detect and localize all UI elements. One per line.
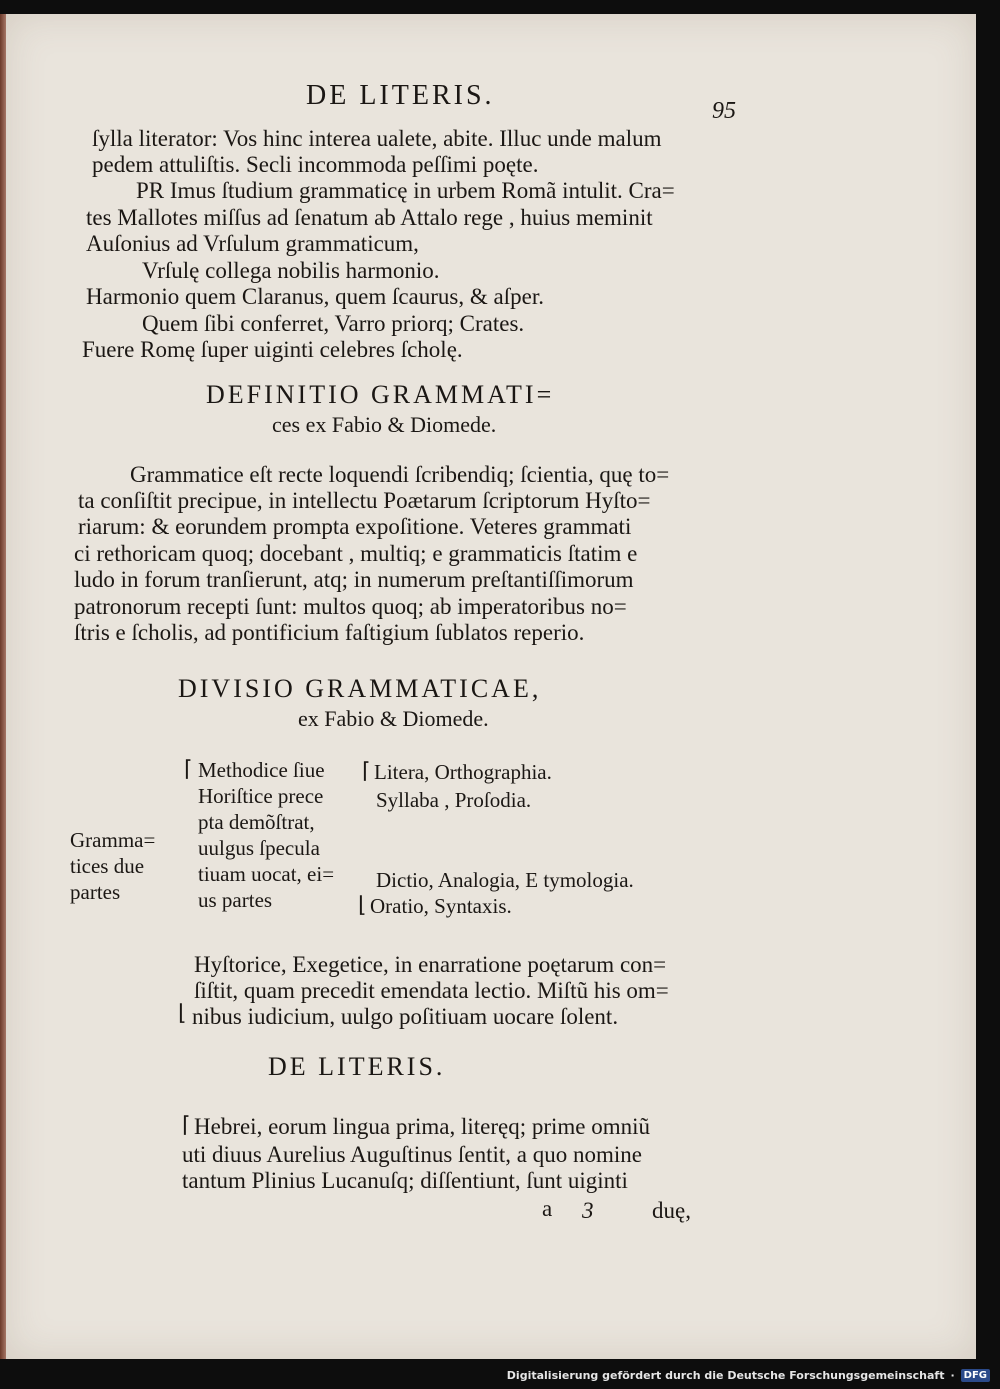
division-root-line: tices due [70, 854, 145, 878]
division-part: Litera, Orthographia. [374, 760, 552, 784]
division-root-line: partes [70, 880, 121, 904]
section-subheading: ces ex Fabio & Diomede. [272, 412, 497, 437]
text-line: tes Mallotes miſſus ad ſenatum ab Attalo rege , huius meminit [86, 205, 653, 230]
division-root-line: Gramma= [70, 828, 156, 852]
division-part: Oratio, Syntaxis. [370, 894, 512, 918]
methodice-line: Horiſtice prece [198, 784, 324, 808]
historice-line: Hyſtorice, Exegetice, in enarratione poętarum con= [194, 952, 667, 977]
methodice-line: Methodice ſiue [198, 758, 325, 782]
brace-mark: ⌈ [362, 758, 371, 783]
methodice-line: pta demõſtrat, [198, 810, 315, 834]
credit-text: Digitalisierung gefördert durch die Deutsche Forschungsgemeinschaft [506, 1368, 945, 1382]
verse-line: Vrſulę collega nobilis harmonio. [142, 258, 440, 283]
brace-mark: ⌊ [178, 1000, 187, 1025]
section-heading: DE LITERIS. [268, 1052, 446, 1081]
dfg-logo[interactable]: DFG [961, 1369, 990, 1382]
division-part: Dictio, Analogia, E tymologia. [376, 868, 634, 892]
catchword: duę, [652, 1198, 691, 1223]
text-line: PR Imus ſtudium grammaticę in urbem Romã intulit. Cra= [136, 178, 675, 203]
page-number: 95 [712, 98, 736, 124]
historice-line: ſiſtit, quam precedit emendata lectio. Miſtũ his om= [194, 978, 669, 1003]
historice-line: nibus iudicium, uulgo poſitiuam uocare ſolent. [192, 1004, 619, 1029]
section-heading: DEFINITIO GRAMMATI= [206, 380, 555, 409]
text-line: patronorum recepti ſunt: multos quoq; ab imperatoribus no= [74, 594, 627, 619]
running-title: DE LITERIS. [306, 80, 495, 111]
signature-mark: a [542, 1196, 553, 1221]
methodice-line: uulgus ſpecula [198, 836, 320, 860]
section-heading: DIVISIO GRAMMATICAE, [178, 674, 542, 703]
text-line: ta conſiſtit precipue, in intellectu Poætarum ſcriptorum Hyſto= [78, 488, 651, 513]
text-line: riarum: & eorundem prompta expoſitione. Veteres grammati [78, 514, 632, 539]
methodice-line: tiuam uocat, ei= [198, 862, 335, 886]
brace-mark: ⌈ [184, 756, 193, 781]
text-line: pedem attuliſtis. Secli incommoda peſſimi poęte. [92, 152, 539, 177]
verse-line: Harmonio quem Claranus, quem ſcaurus, & aſper. [86, 284, 544, 309]
verse-line: Fuere Romę ſuper uiginti celebres ſcholę. [82, 337, 463, 362]
division-part: Syllaba , Proſodia. [376, 788, 532, 812]
text-line: ci rethoricam quoq; docebant , multiq; e grammaticis ſtatim e [74, 541, 638, 566]
text-line: ſtris e ſcholis, ad pontificium faſtigium ſublatos reperio. [74, 620, 585, 645]
text-line: Hebrei, eorum lingua prima, literęq; prime omniũ [194, 1114, 651, 1139]
digitization-credit [507, 1366, 990, 1384]
text-line: Auſonius ad Vrſulum grammaticum, [86, 231, 419, 256]
methodice-line: us partes [198, 888, 273, 912]
book-page [6, 14, 976, 1359]
signature-number: 3 [582, 1198, 594, 1223]
text-line: ludo in forum tranſierunt, atq; in numerum preſtantiſſimorum [74, 567, 634, 592]
text-line: ſylla literator: Vos hinc interea ualete, abite. Illuc unde malum [92, 126, 662, 151]
brace-mark: ⌊ [358, 892, 367, 917]
text-line: tantum Plinius Lucanuſq; diſſentiunt, ſunt uiginti [182, 1168, 628, 1193]
text-line: uti diuus Aurelius Auguſtinus ſentit, a quo nomine [182, 1142, 642, 1167]
brace-mark: ⌈ [182, 1112, 191, 1137]
credit-separator: · [950, 1368, 955, 1382]
section-subheading: ex Fabio & Diomede. [298, 706, 489, 731]
verse-line: Quem ſibi conferret, Varro priorq; Crates. [142, 311, 525, 336]
text-line: Grammatice eſt recte loquendi ſcribendiq; ſcientia, quę to= [130, 462, 670, 487]
